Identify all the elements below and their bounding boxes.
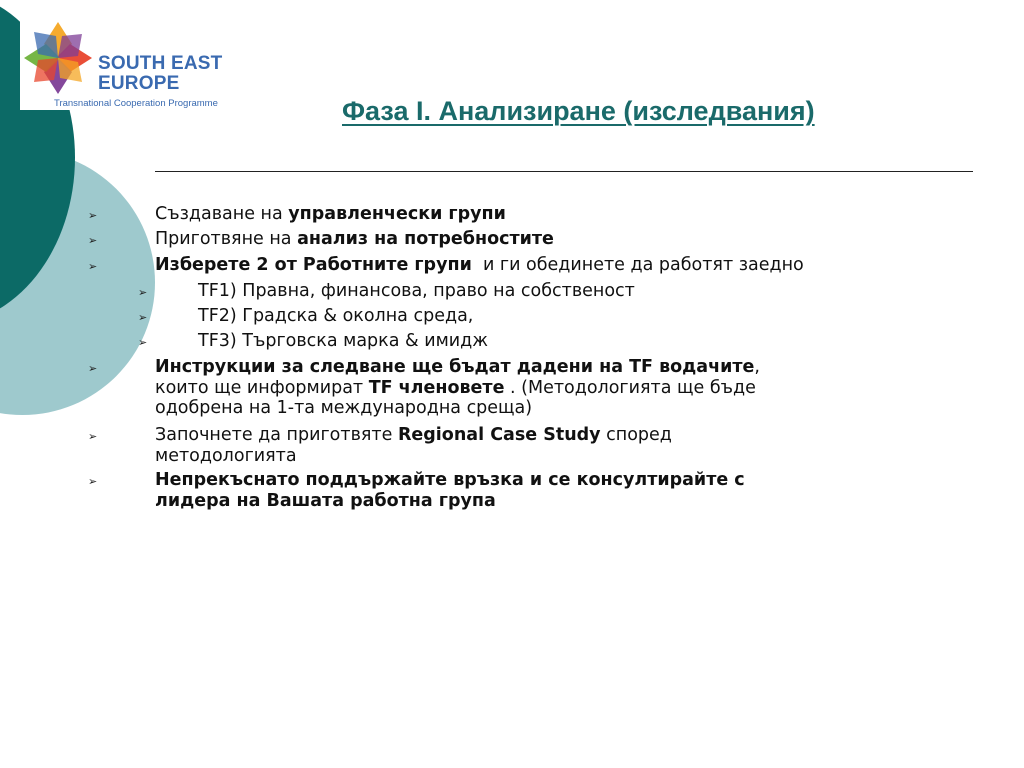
logo (20, 18, 242, 110)
bullet-marker-icon: ➢ (88, 362, 98, 375)
bullet-text-bold: Изберете 2 от Работните групи (155, 255, 472, 275)
title-divider (155, 171, 973, 172)
bullet-text: . (Методологията ще бъде (504, 377, 756, 398)
logo-line-2: EUROPE (98, 73, 180, 94)
bullet-text-bold: управленчески групи (288, 204, 506, 224)
bullet-text-bold: анализ на потребностите (297, 229, 554, 249)
bullet-text-bold: Инструкции за следване ще бъдат дадени на TF водачите (155, 357, 755, 377)
bullet-text: Започнете да приготвяте (155, 425, 398, 445)
bullet-item-line (155, 446, 297, 466)
bullet-text: одобрена на 1-та международна среща) (155, 398, 533, 418)
bullet-text-bold: Regional Case Study (397, 425, 601, 445)
bullet-item-line (155, 398, 532, 418)
bullet-text: , (754, 357, 760, 377)
bullet-marker-icon: ➢ (88, 430, 98, 443)
bullet-marker-icon: ➢ (138, 286, 148, 299)
bullet-marker-icon: ➢ (88, 234, 98, 247)
bullet-text: които ще информират (155, 377, 369, 398)
logo-line-1: SOUTH EAST (98, 53, 223, 74)
bullet-text-bold: TF членовете (368, 377, 505, 398)
bullet-marker-icon: ➢ (88, 260, 98, 273)
bullet-text: TF1) Правна, финансова, право на собственост (198, 281, 635, 301)
logo-subtitle: Transnational Cooperation Programme (54, 98, 218, 109)
bullet-text: методологията (155, 445, 297, 466)
bullet-text: Приготвяне на (155, 229, 298, 249)
bullet-item-line (198, 331, 488, 351)
bullet-text-bold: лидера на Вашата работна група (155, 490, 496, 511)
logo-wordmark (98, 54, 222, 94)
bullet-text: и ги обединете да работят заедно (471, 255, 804, 275)
bullet-marker-icon: ➢ (138, 336, 148, 349)
logo-flower-icon (22, 20, 94, 96)
bullet-item-line (198, 306, 473, 326)
bullet-marker-icon: ➢ (138, 311, 148, 324)
bullet-text: според (600, 425, 672, 445)
bullet-item-line (155, 229, 554, 249)
slide-title: Фаза І. Анализиране (изследвания) (342, 96, 815, 126)
bullet-item-line (198, 281, 635, 301)
bullet-item-line (155, 425, 672, 445)
bullet-marker-icon: ➢ (88, 209, 98, 222)
bullet-item-line (155, 491, 496, 511)
bullet-text: Създаване на (155, 204, 289, 224)
bullet-text-bold: Непрекъснато поддържайте връзка и се консултирайте с (155, 470, 745, 490)
bullet-item-line (155, 255, 804, 275)
bullet-item-line (155, 470, 745, 490)
bullet-item-line (155, 357, 760, 377)
bullet-text: TF3) Търговска марка & имидж (198, 331, 489, 351)
bullet-item-line (155, 378, 756, 398)
bullet-marker-icon: ➢ (88, 475, 98, 488)
bullet-item-line (155, 204, 506, 224)
bullet-text: TF2) Градска & околна среда, (198, 306, 474, 326)
